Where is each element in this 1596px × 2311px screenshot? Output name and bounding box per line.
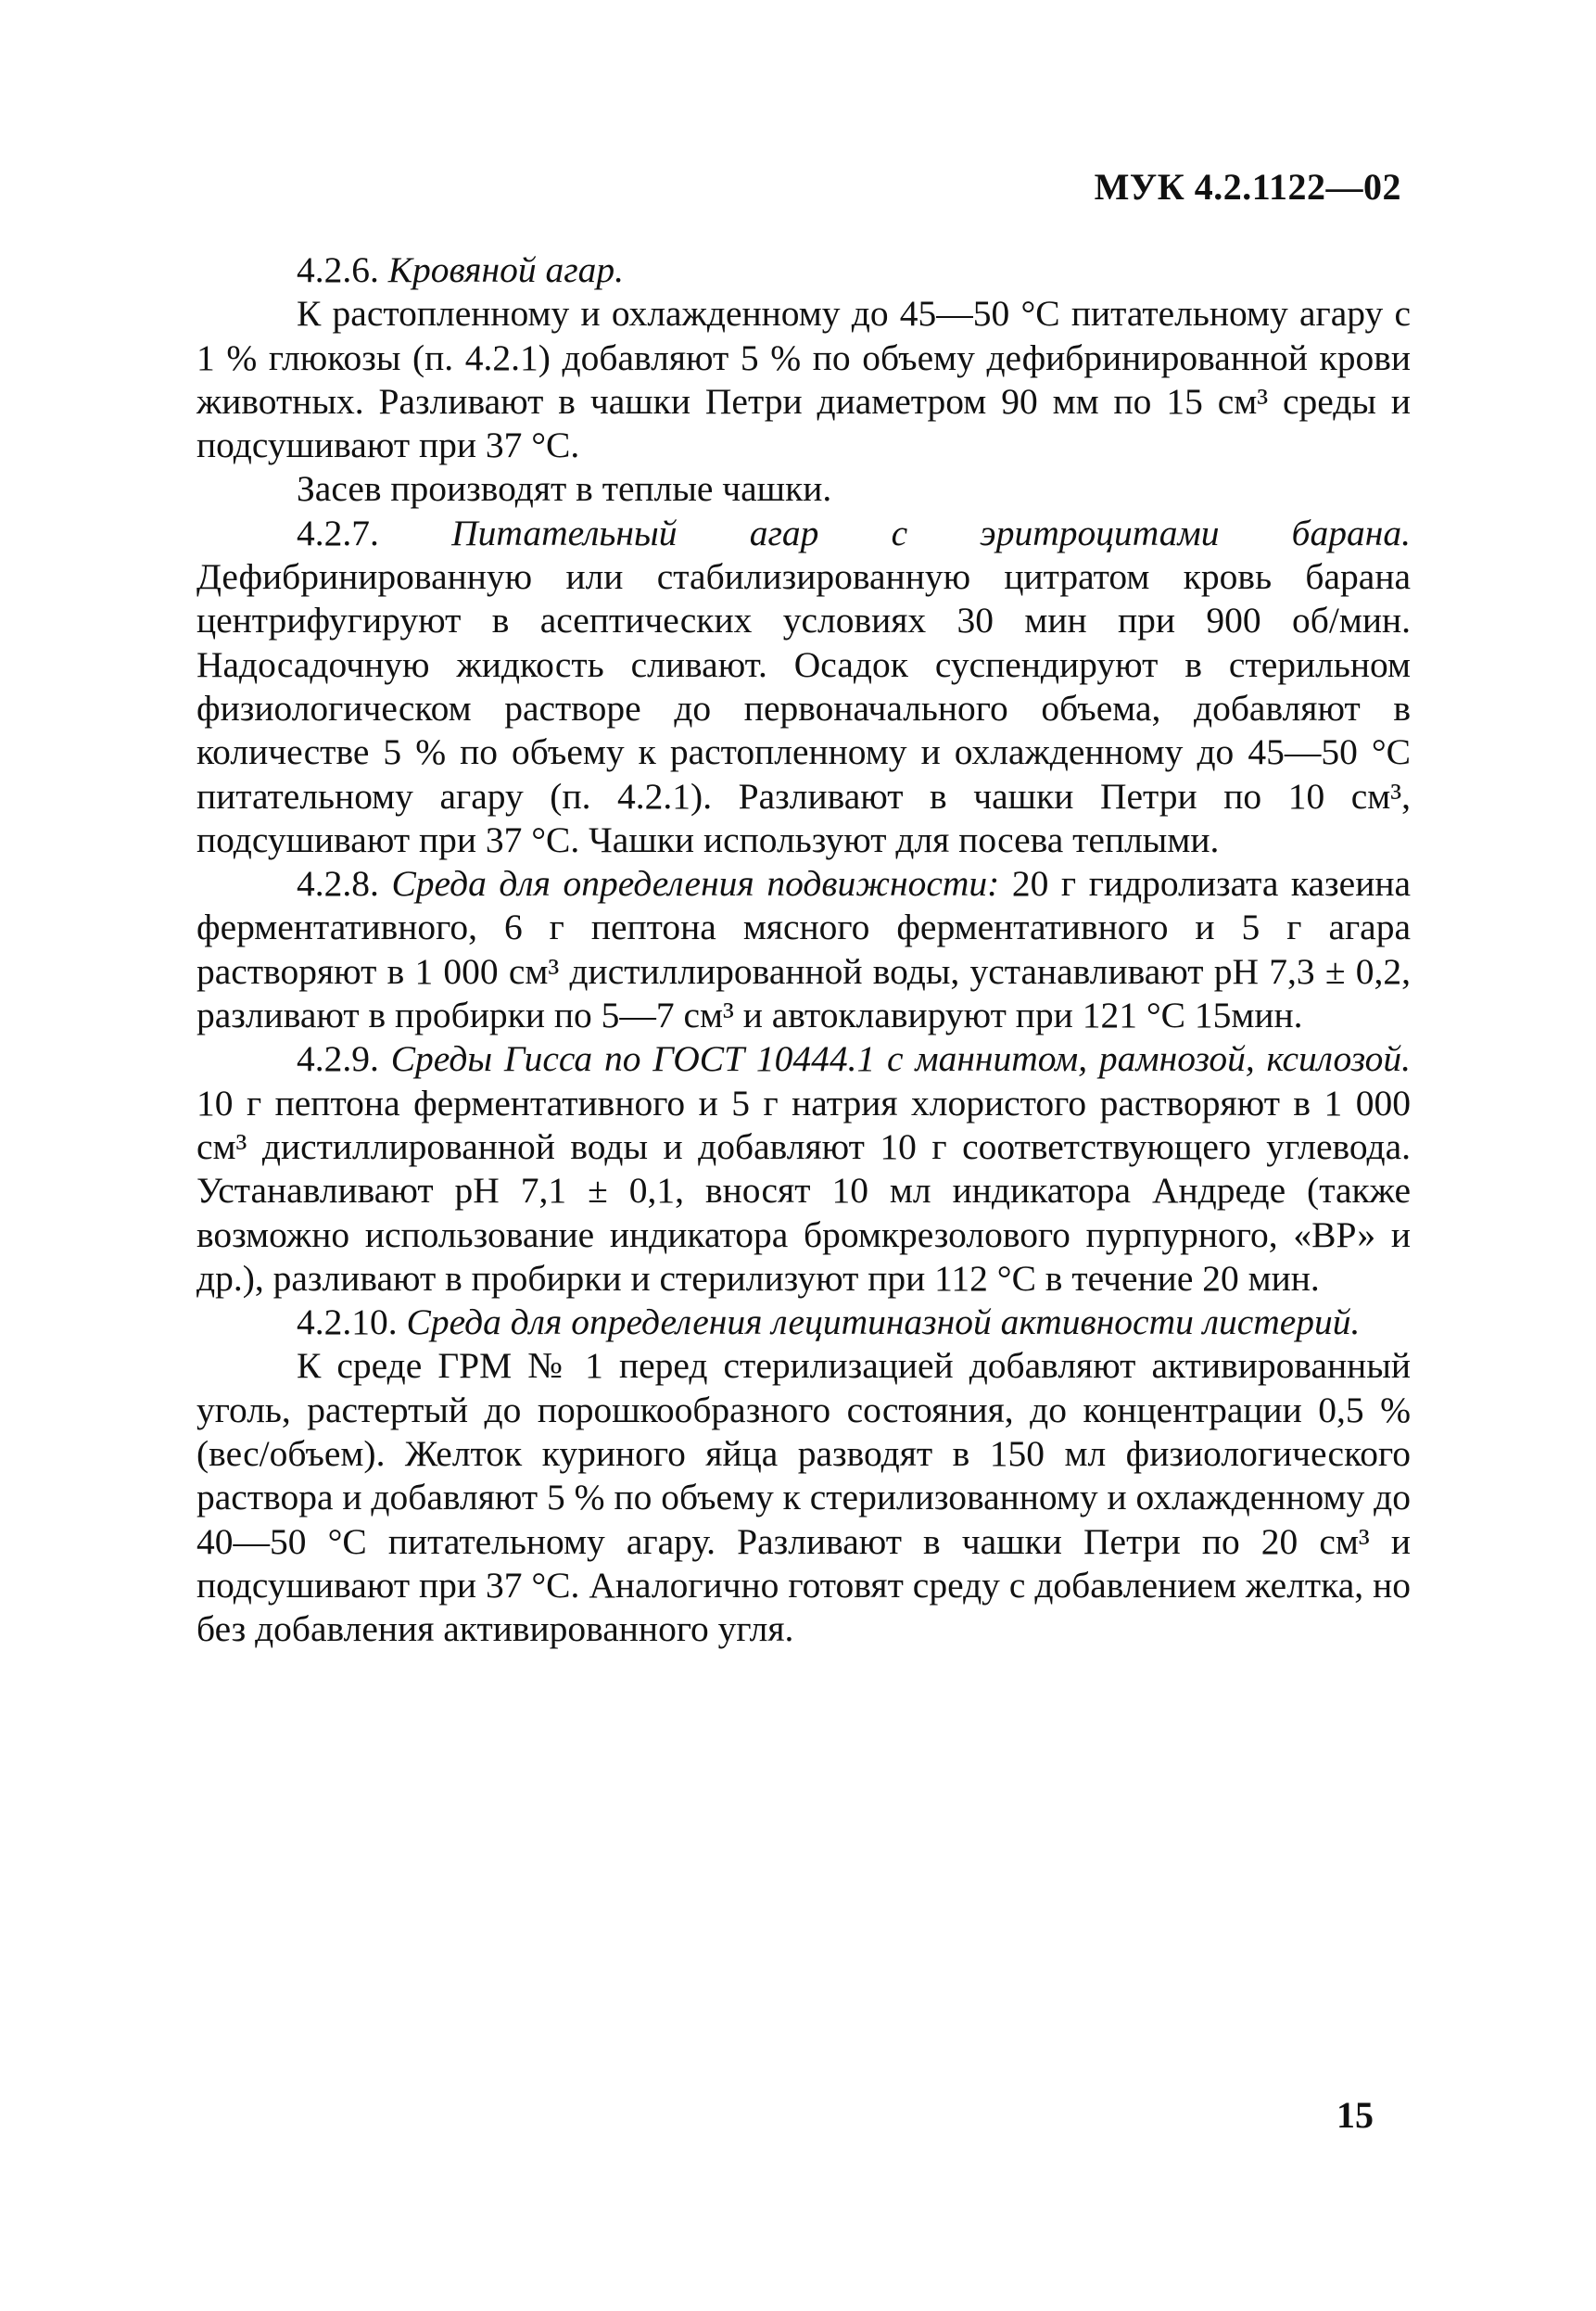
section-text: 20 г гидролизата казеина ферментативного, 6 г пептона мясного ферментативного и 5 г агара растворяют в 1 000 см³ дистиллированной воды, устанавливают рН 7,3 ± 0,2, разливают в пробирки по 5—7 см³ и автоклавируют при 121 °С 15мин. <box>196 863 1412 1036</box>
section-title: Среды Гисса по ГОСТ 10444.1 с маннитом, рамнозой, ксилозой. <box>390 1038 1411 1080</box>
section-4-2-6-paragraph-1: К растопленному и охлажденному до 45—50 °С питательному агару с 1 % глюкозы (п. 4.2.1) добавляют 5 % по объему дефибринированной крови животных. Разливают в чашки Петри диаметром 90 мм по 15 см³ среды и подсушивают при 37 °С. <box>196 293 1411 466</box>
section-title: Питательный агар с эритроцитами барана. <box>451 512 1412 553</box>
section-4-2-10-paragraph: К среде ГРМ № 1 перед стерилизацией добавляют активированный уголь, растертый до порошкообразного состояния, до концентрации 0,5 % (вес/объем). Желток куриного яйца разводят в 150 мл физиологического раствора и добавляют 5 % по объему к стерилизованному и охлажденному до 40—50 °С питательному агару. Разливают в чашки Петри по 20 см³ и подсушивают при 37 °С. Аналогично готовят среду с добавлением желтка, но без добавления активированного угля. <box>196 1345 1411 1650</box>
section-4-2-7 <box>196 512 1411 862</box>
section-number: 4.2.6. <box>297 249 379 290</box>
section-number: 4.2.9. <box>297 1038 379 1080</box>
body-text <box>196 248 1411 1652</box>
section-number: 4.2.8. <box>297 863 379 905</box>
running-header-doc-code: МУК 4.2.1122—02 <box>1094 166 1401 208</box>
section-4-2-6-heading <box>196 248 1411 292</box>
section-number: 4.2.10. <box>297 1302 398 1343</box>
section-title: Среда для определения лецитиназной активности листерий. <box>406 1302 1361 1343</box>
section-text: Дефибринированную или стабилизированную цитратом кровь барана центрифугируют в асептических условиях 30 мин при 900 об/мин. Надосадочную жидкость сливают. Осадок суспендируют в стерильном физиологическом растворе до первоначального объема, добавляют в количестве 5 % по объему к растопленному и охлажденному до 45—50 °С питательному агару (п. 4.2.1). Разливают в чашки Петри по 10 см³, подсушивают при 37 °С. Чашки используют для посева теплыми. <box>196 556 1411 860</box>
section-number: 4.2.7. <box>297 512 379 553</box>
section-title: Кровяной агар. <box>387 249 624 290</box>
section-4-2-6-paragraph-2: Засев производят в теплые чашки. <box>297 468 832 510</box>
section-4-2-8 <box>196 862 1411 1037</box>
section-text: 10 г пептона ферментативного и 5 г натрия хлористого растворяют в 1 000 см³ дистиллированной воды и добавляют 10 г соответствующего углевода. Устанавливают рН 7,1 ± 0,1, вносят 10 мл индикатора Андреде (также возможно использование индикатора бромкрезолового пурпурного, «ВР» и др.), разливают в пробирки и стерилизуют при 112 °С в течение 20 мин. <box>196 1082 1411 1299</box>
section-4-2-10-heading <box>196 1301 1411 1344</box>
section-4-2-9 <box>196 1037 1411 1301</box>
page-number: 15 <box>1336 2094 1374 2136</box>
section-title: Среда для определения подвижности: <box>391 863 1000 905</box>
